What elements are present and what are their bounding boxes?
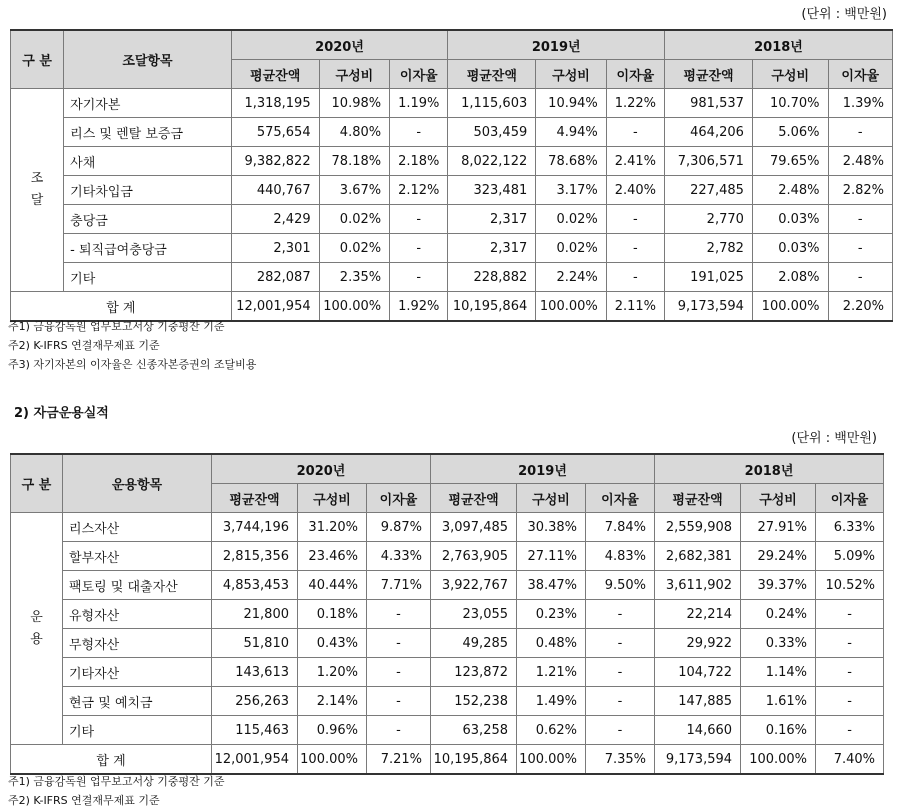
total-row	[11, 292, 893, 322]
note: 주2) K-IFRS 연결재무제표 기준	[8, 339, 160, 352]
table-cell: 9.50%	[586, 571, 655, 600]
total-cell: 100.00%	[536, 292, 607, 322]
header-subcolumn: 구성비	[536, 60, 607, 89]
table-cell: 3.17%	[536, 176, 607, 205]
table-cell: 2.14%	[298, 687, 367, 716]
total-cell: 2.20%	[828, 292, 892, 322]
total-cell: 7.40%	[816, 745, 884, 775]
table-row	[11, 658, 884, 687]
table-cell: 1.20%	[298, 658, 367, 687]
table-row	[11, 176, 893, 205]
unit-label: (단위 : 백만원)	[801, 7, 887, 22]
header-subcolumn: 평균잔액	[212, 484, 298, 513]
header-subcolumn: 구성비	[517, 484, 586, 513]
table-cell: -	[390, 234, 448, 263]
table-cell: -	[606, 205, 664, 234]
table-cell: 2,815,356	[212, 542, 298, 571]
group-label-char: 용	[30, 631, 43, 647]
total-cell: 1.92%	[390, 292, 448, 322]
table-cell: 3.67%	[319, 176, 390, 205]
table-cell: -	[586, 600, 655, 629]
table-cell: -	[828, 263, 892, 292]
section-title: 2) 자금운용실적	[14, 406, 109, 421]
group-label-char: 운	[30, 609, 43, 625]
table-cell: -	[367, 629, 431, 658]
row-label: 사채	[64, 147, 232, 176]
table-cell: 9,382,822	[231, 147, 319, 176]
table-cell: 3,744,196	[212, 513, 298, 542]
table-cell: -	[816, 687, 884, 716]
table-cell: -	[390, 205, 448, 234]
table-cell: 0.02%	[319, 205, 390, 234]
table-cell: 191,025	[665, 263, 753, 292]
table-row	[11, 118, 893, 147]
row-label: 충당금	[64, 205, 232, 234]
table-cell: 1.49%	[517, 687, 586, 716]
table-cell: 31.20%	[298, 513, 367, 542]
row-label: 팩토링 및 대출자산	[63, 571, 212, 600]
header-subcolumn: 구성비	[752, 60, 828, 89]
table-cell: 4.33%	[367, 542, 431, 571]
table-cell: 2,682,381	[655, 542, 741, 571]
table-cell: 152,238	[431, 687, 517, 716]
table-cell: 0.43%	[298, 629, 367, 658]
table-cell: 2.12%	[390, 176, 448, 205]
header-subcolumn: 이자율	[606, 60, 664, 89]
unit-label: (단위 : 백만원)	[791, 431, 877, 446]
note: 주3) 자기자본의 이자율은 신종자본증권의 조달비용	[8, 358, 257, 371]
table-cell: -	[586, 658, 655, 687]
table-row	[11, 205, 893, 234]
table-cell: 6.33%	[816, 513, 884, 542]
table-cell: 8,022,122	[448, 147, 536, 176]
header-subcolumn: 구성비	[741, 484, 816, 513]
row-label: 유형자산	[63, 600, 212, 629]
table-cell: 0.48%	[517, 629, 586, 658]
table-cell: 123,872	[431, 658, 517, 687]
funding-table	[10, 29, 893, 322]
table-cell: 2,301	[231, 234, 319, 263]
table-cell: 10.70%	[752, 89, 828, 118]
table-cell: 2,429	[231, 205, 319, 234]
table-cell: 2.48%	[828, 147, 892, 176]
table-cell: 2,317	[448, 205, 536, 234]
table-cell: 78.68%	[536, 147, 607, 176]
total-cell: 10,195,864	[448, 292, 536, 322]
header-subcolumn: 평균잔액	[655, 484, 741, 513]
header-item: 조달항목	[64, 30, 232, 89]
table-cell: 0.18%	[298, 600, 367, 629]
table-cell: 981,537	[665, 89, 753, 118]
table-cell: 29.24%	[741, 542, 816, 571]
total-cell: 12,001,954	[231, 292, 319, 322]
table-cell: 2,317	[448, 234, 536, 263]
total-label: 합 계	[11, 745, 212, 775]
table-cell: 0.02%	[536, 205, 607, 234]
header-subcolumn: 평균잔액	[665, 60, 753, 89]
table-cell: -	[828, 234, 892, 263]
header-subcolumn: 이자율	[367, 484, 431, 513]
table-cell: 1.21%	[517, 658, 586, 687]
table-cell: 2,770	[665, 205, 753, 234]
table-cell: 3,611,902	[655, 571, 741, 600]
header-gubun: 구 분	[11, 30, 64, 89]
group-label	[11, 89, 64, 292]
table-cell: 2,559,908	[655, 513, 741, 542]
row-label: 현금 및 예치금	[63, 687, 212, 716]
total-label: 합 계	[11, 292, 232, 322]
table-row	[11, 687, 884, 716]
row-label: 무형자산	[63, 629, 212, 658]
total-cell: 9,173,594	[655, 745, 741, 775]
table-cell: -	[390, 263, 448, 292]
table-row	[11, 234, 893, 263]
table-cell: 0.02%	[536, 234, 607, 263]
header-subcolumn: 이자율	[390, 60, 448, 89]
table-cell: 4.80%	[319, 118, 390, 147]
table-cell: 30.38%	[517, 513, 586, 542]
total-row	[11, 745, 884, 775]
row-label: 자기자본	[64, 89, 232, 118]
table-cell: 10.94%	[536, 89, 607, 118]
table-cell: 1,318,195	[231, 89, 319, 118]
note: 주1) 금융감독원 업무보고서상 기중평잔 기준	[8, 775, 225, 788]
header-subcolumn: 구성비	[319, 60, 390, 89]
header-year: 2019년	[448, 30, 665, 60]
table-cell: 0.62%	[517, 716, 586, 745]
header-year: 2018년	[655, 454, 884, 484]
table-cell: 228,882	[448, 263, 536, 292]
total-cell: 100.00%	[298, 745, 367, 775]
table-cell: 2.35%	[319, 263, 390, 292]
total-cell: 10,195,864	[431, 745, 517, 775]
table-cell: 282,087	[231, 263, 319, 292]
table-cell: 78.18%	[319, 147, 390, 176]
table-cell: -	[586, 629, 655, 658]
total-cell: 7.35%	[586, 745, 655, 775]
table-row	[11, 600, 884, 629]
table-row	[11, 513, 884, 542]
table-cell: 2.40%	[606, 176, 664, 205]
table-cell: 440,767	[231, 176, 319, 205]
table-cell: 5.06%	[752, 118, 828, 147]
table-cell: 227,485	[665, 176, 753, 205]
table-cell: 7.84%	[586, 513, 655, 542]
table-cell: -	[586, 687, 655, 716]
header-gubun: 구 분	[11, 454, 63, 513]
table-cell: 14,660	[655, 716, 741, 745]
header-subcolumn: 이자율	[816, 484, 884, 513]
table-cell: 0.02%	[319, 234, 390, 263]
table-cell: 10.52%	[816, 571, 884, 600]
table-cell: 38.47%	[517, 571, 586, 600]
table-cell: 2,782	[665, 234, 753, 263]
header-item: 운용항목	[63, 454, 212, 513]
total-cell: 9,173,594	[665, 292, 753, 322]
header-year: 2020년	[231, 30, 448, 60]
table-cell: 1.19%	[390, 89, 448, 118]
row-label: 기타	[63, 716, 212, 745]
table-cell: 115,463	[212, 716, 298, 745]
table-cell: 256,263	[212, 687, 298, 716]
group-label-char: 달	[30, 193, 44, 208]
header-subcolumn: 구성비	[298, 484, 367, 513]
table-cell: 22,214	[655, 600, 741, 629]
table-cell: 503,459	[448, 118, 536, 147]
table-cell: -	[828, 118, 892, 147]
header-subcolumn: 평균잔액	[448, 60, 536, 89]
table-cell: 9.87%	[367, 513, 431, 542]
table-cell: 2,763,905	[431, 542, 517, 571]
table-cell: -	[367, 716, 431, 745]
group-label	[11, 513, 63, 745]
table-cell: 0.03%	[752, 205, 828, 234]
table-cell: 1.22%	[606, 89, 664, 118]
table-cell: -	[586, 716, 655, 745]
total-cell: 100.00%	[319, 292, 390, 322]
table-cell: 7,306,571	[665, 147, 753, 176]
table-cell: 104,722	[655, 658, 741, 687]
row-label: - 퇴직급여충당금	[64, 234, 232, 263]
total-cell: 100.00%	[741, 745, 816, 775]
table-cell: -	[367, 600, 431, 629]
total-cell: 12,001,954	[212, 745, 298, 775]
table-cell: 5.09%	[816, 542, 884, 571]
header-year: 2019년	[431, 454, 655, 484]
table-cell: 1.39%	[828, 89, 892, 118]
table-cell: 0.23%	[517, 600, 586, 629]
table-cell: 39.37%	[741, 571, 816, 600]
table-cell: 1,115,603	[448, 89, 536, 118]
table-cell: 4.83%	[586, 542, 655, 571]
table-cell: -	[367, 658, 431, 687]
header-subcolumn: 이자율	[828, 60, 892, 89]
table-cell: 323,481	[448, 176, 536, 205]
total-cell: 100.00%	[752, 292, 828, 322]
table-cell: 0.24%	[741, 600, 816, 629]
table-cell: 3,922,767	[431, 571, 517, 600]
header-subcolumn: 평균잔액	[431, 484, 517, 513]
table-cell: 143,613	[212, 658, 298, 687]
note: 주2) K-IFRS 연결재무제표 기준	[8, 794, 160, 807]
table-cell: 2.82%	[828, 176, 892, 205]
header-year: 2020년	[212, 454, 431, 484]
table-cell: 0.16%	[741, 716, 816, 745]
table-cell: 3,097,485	[431, 513, 517, 542]
table-row	[11, 542, 884, 571]
table-cell: 1.14%	[741, 658, 816, 687]
note: 주1) 금융감독원 업무보고서상 기중평잔 기준	[8, 320, 225, 333]
table-cell: 21,800	[212, 600, 298, 629]
table-cell: -	[606, 234, 664, 263]
header-subcolumn: 평균잔액	[231, 60, 319, 89]
table-row	[11, 89, 893, 118]
table-row	[11, 629, 884, 658]
table-row	[11, 147, 893, 176]
table-cell: 2.24%	[536, 263, 607, 292]
table-cell: 29,922	[655, 629, 741, 658]
table-cell: -	[606, 263, 664, 292]
table-cell: 575,654	[231, 118, 319, 147]
table-cell: -	[816, 716, 884, 745]
table-cell: 147,885	[655, 687, 741, 716]
total-cell: 100.00%	[517, 745, 586, 775]
table-cell: -	[606, 118, 664, 147]
table-row	[11, 716, 884, 745]
total-cell: 7.21%	[367, 745, 431, 775]
row-label: 할부자산	[63, 542, 212, 571]
table-cell: -	[816, 658, 884, 687]
table-cell: -	[816, 629, 884, 658]
row-label: 기타	[64, 263, 232, 292]
table-cell: 1.61%	[741, 687, 816, 716]
table-cell: -	[828, 205, 892, 234]
table-cell: 2.48%	[752, 176, 828, 205]
row-label: 리스 및 렌탈 보증금	[64, 118, 232, 147]
group-label-char: 조	[30, 171, 44, 186]
table-cell: 4,853,453	[212, 571, 298, 600]
header-subcolumn: 이자율	[586, 484, 655, 513]
table-cell: 0.96%	[298, 716, 367, 745]
table-cell: 63,258	[431, 716, 517, 745]
table-cell: 40.44%	[298, 571, 367, 600]
row-label: 기타자산	[63, 658, 212, 687]
table-cell: -	[367, 687, 431, 716]
table-cell: 2.08%	[752, 263, 828, 292]
table-cell: -	[390, 118, 448, 147]
table-cell: 51,810	[212, 629, 298, 658]
table-row	[11, 571, 884, 600]
table-row	[11, 263, 893, 292]
investment-table	[10, 453, 884, 775]
table-cell: 79.65%	[752, 147, 828, 176]
row-label: 기타차입금	[64, 176, 232, 205]
header-year: 2018년	[665, 30, 893, 60]
table-cell: 464,206	[665, 118, 753, 147]
table-cell: 4.94%	[536, 118, 607, 147]
table-cell: 49,285	[431, 629, 517, 658]
row-label: 리스자산	[63, 513, 212, 542]
table-cell: 2.41%	[606, 147, 664, 176]
table-cell: 0.33%	[741, 629, 816, 658]
table-cell: 23,055	[431, 600, 517, 629]
table-cell: 27.91%	[741, 513, 816, 542]
table-cell: 23.46%	[298, 542, 367, 571]
total-cell: 2.11%	[606, 292, 664, 322]
table-cell: 7.71%	[367, 571, 431, 600]
table-cell: -	[816, 600, 884, 629]
table-cell: 2.18%	[390, 147, 448, 176]
table-cell: 0.03%	[752, 234, 828, 263]
table-cell: 10.98%	[319, 89, 390, 118]
table-cell: 27.11%	[517, 542, 586, 571]
